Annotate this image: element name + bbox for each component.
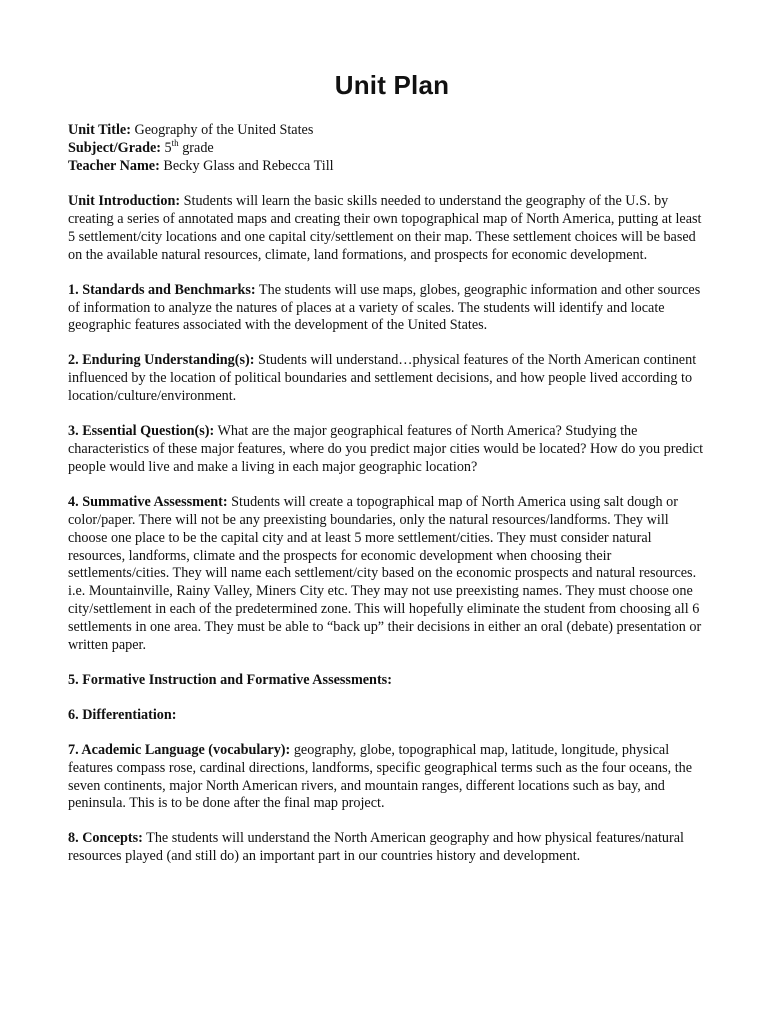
page-title: Unit Plan (334, 70, 450, 100)
section-text: What are the major geographical features of North America? Studying the characteristics of these major features, where do you predict major cities would be located? How do you predict people would live and make a living in each major geographic location? (68, 423, 704, 475)
unit-title-label: Unit Title: (68, 122, 131, 138)
academic-language (68, 742, 708, 814)
section-text: Students will create a topographical map of North America using salt dough or color/paper. There will not be any preexisting boundaries, only the natural resources/landforms. They will choose one place to be the capital city and at least 5 more settlement/cities. They must consider natural resources, landforms, climate and the prospects for economic development when choosing their settlements/cities. They will name each settlement/city based on the economic prospects and natural resources. i.e. Mountainville, Rainy Valley, Miners City etc. They may not use preexisting names. They must choose one city/settlement in each of the predetermined zone. This will hopefully eliminate the student from choosing all 6 settlements in one area. They must be able to “back up” their decisions in either an oral (debate) presentation or written paper. (68, 493, 702, 654)
subject-grade-value: 5 (161, 140, 172, 156)
unit-title-value: Geography of the United States (130, 122, 314, 138)
summative-assessment (68, 494, 708, 655)
concepts (68, 830, 708, 866)
section-text: The students will use maps, globes, geographic information and other sources of information to analyze the natures of places at a variety of scales. The students will identify and locate geographic features associated with the development of the United States. (68, 281, 701, 334)
section-text: The students will understand the North American geography and how physical features/natural resources played (and still do) an important part in our countries history and development. (68, 830, 684, 865)
section-text: Students will learn the basic skills needed to understand the geography of the U.S. by creating a series of annotated maps and creating their own topographical map of North America, putting at least 5 settlement/city locations and one capital city/settlement on their map. These settlement choices will be based on the available natural resources, climate, land formations, and prospects for economic development. (68, 193, 702, 263)
section-heading: 5. Formative Instruction and Formative Assessments: (68, 671, 392, 688)
section-heading: 7. Academic Language (vocabulary): (68, 741, 291, 758)
section-text: geography, globe, topographical map, latitude, longitude, physical features compass rose, cardinal directions, landforms, specific geographical terms such as the four oceans, the seven continents, major North American rivers, and mountain ranges, different locations such as bay, and peninsula. This is to be done after the final map project. (68, 741, 693, 812)
section-text: Students will understand…physical features of the North American continent influenced by the location of political boundaries and settlement decisions, and how people lived according to location/culture/environment. (68, 352, 697, 405)
essential-questions (68, 423, 708, 477)
section-heading: 4. Summative Assessment: (68, 493, 228, 510)
grade-superscript: th (171, 138, 179, 148)
unit-introduction (68, 193, 708, 265)
section-heading: 8. Concepts: (68, 830, 143, 847)
unit-title-line (68, 121, 708, 139)
document-page (68, 70, 708, 866)
subject-grade-label: Subject/Grade: (68, 140, 161, 156)
section-heading: Unit Introduction: (68, 193, 181, 209)
section-heading: 3. Essential Question(s): (68, 423, 215, 440)
subject-grade-suffix: grade (178, 140, 214, 156)
subject-grade-line (68, 139, 708, 157)
enduring-understandings (68, 352, 708, 406)
standards-and-benchmarks (68, 282, 708, 336)
section-heading: 2. Enduring Understanding(s): (68, 352, 255, 369)
teacher-name-line (68, 157, 708, 175)
teacher-name-value: Becky Glass and Rebecca Till (159, 158, 334, 174)
section-heading: 6. Differentiation: (68, 706, 177, 723)
differentiation (68, 707, 708, 725)
section-heading: 1. Standards and Benchmarks: (68, 281, 256, 298)
formative-instruction (68, 672, 708, 690)
teacher-name-label: Teacher Name: (68, 158, 160, 174)
